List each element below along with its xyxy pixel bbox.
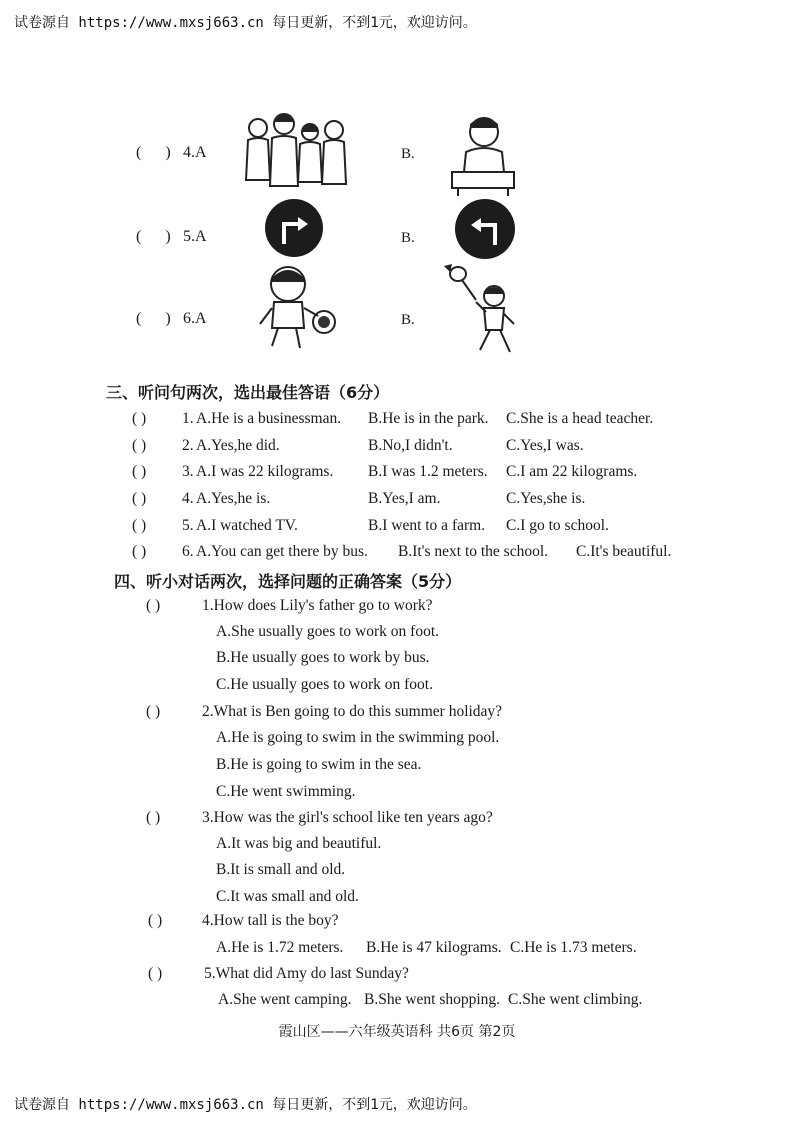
option-b: B.No,I didn't. [368, 437, 453, 454]
page-footer: 霞山区——六年级英语科 共6页 第2页 [278, 1024, 516, 1040]
question-text: 3.How was the girl's school like ten years ago? [202, 809, 493, 826]
option-a: A.She went camping. [218, 991, 352, 1008]
question-text: 4.How tall is the boy? [202, 912, 339, 929]
question-text: 5.What did Amy do last Sunday? [204, 965, 409, 982]
boy-with-ball-icon [256, 262, 340, 356]
answer-blank[interactable]: ( ) [146, 703, 161, 720]
option-c: C.It was small and old. [216, 888, 359, 905]
option-a: A.He is 1.72 meters. [216, 939, 344, 956]
turn-right-sign-icon [264, 198, 324, 258]
option-c: C.I go to school. [506, 517, 609, 534]
option-b: B.He is 47 kilograms. [366, 939, 502, 956]
option-c: C.He usually goes to work on foot. [216, 676, 433, 693]
question-text: 2.What is Ben going to do this summer holiday? [202, 703, 503, 720]
question-number: 5. [182, 517, 194, 534]
question-number: 6.A [183, 310, 207, 327]
option-a: A.I was 22 kilograms. [196, 463, 334, 480]
option-b-label: B. [401, 312, 415, 328]
option-b: B.He usually goes to work by bus. [216, 649, 430, 666]
answer-blank[interactable]: ( ) [146, 809, 161, 826]
picture-question-6 [0, 262, 794, 342]
option-b: B.I went to a farm. [368, 517, 486, 534]
option-b: B.She went shopping. [364, 991, 501, 1008]
question-number: 4. [182, 490, 194, 507]
answer-blank[interactable]: ( ) [148, 912, 163, 929]
answer-blank[interactable]: ( ) [146, 597, 161, 614]
option-b: B.Yes,I am. [368, 490, 441, 507]
answer-blank[interactable]: ( ) [136, 144, 171, 161]
option-c: C.Yes,I was. [506, 437, 584, 454]
question-number: 6. [182, 543, 194, 560]
picture-question-4 [0, 110, 794, 190]
option-a: A.He is a businessman. [196, 410, 342, 427]
question-number: 4.A [183, 144, 207, 161]
answer-blank[interactable]: ( ) [132, 543, 147, 560]
option-a: A.Yes,he is. [196, 490, 271, 507]
question-number: 2. [182, 437, 194, 454]
question-text: 1.How does Lily's father go to work? [202, 597, 433, 614]
source-banner-top[interactable]: 试卷源自 https://www.mxsj663.cn 每日更新，不到1元，欢迎访问。 [14, 15, 477, 31]
option-c: C.She is a head teacher. [506, 410, 654, 427]
option-b: B.He is going to swim in the sea. [216, 756, 422, 773]
option-b-label: B. [401, 146, 415, 162]
option-c: C.Yes,she is. [506, 490, 586, 507]
family-group-icon [236, 110, 354, 192]
option-a: A.She usually goes to work on foot. [216, 623, 440, 640]
answer-blank[interactable]: ( ) [132, 490, 147, 507]
option-c: C.I am 22 kilograms. [506, 463, 638, 480]
turn-left-sign-icon [454, 198, 516, 260]
option-c: C.He is 1.73 meters. [510, 939, 637, 956]
option-b: B.I was 1.2 meters. [368, 463, 488, 480]
option-a: A.He is going to swim in the swimming pool. [216, 729, 500, 746]
question-number: 3. [182, 463, 194, 480]
option-c: C.She went climbing. [508, 991, 643, 1008]
source-banner-bottom[interactable]: 试卷源自 https://www.mxsj663.cn 每日更新，不到1元，欢迎访问。 [14, 1097, 477, 1113]
option-c: C.He went swimming. [216, 783, 356, 800]
answer-blank[interactable]: ( ) [132, 410, 147, 427]
option-b: B.He is in the park. [368, 410, 489, 427]
boy-writing-at-desk-icon [448, 110, 518, 196]
option-c: C.It's beautiful. [576, 543, 672, 560]
question-number: 1. [182, 410, 194, 427]
option-a: A.Yes,he did. [196, 437, 280, 454]
answer-blank[interactable]: ( ) [136, 310, 171, 327]
option-a: A.It was big and beautiful. [216, 835, 382, 852]
answer-blank[interactable]: ( ) [132, 463, 147, 480]
answer-blank[interactable]: ( ) [132, 517, 147, 534]
option-a: A.You can get there by bus. [196, 543, 368, 560]
option-a: A.I watched TV. [196, 517, 298, 534]
answer-blank[interactable]: ( ) [132, 437, 147, 454]
option-b: B.It is small and old. [216, 861, 346, 878]
option-b-label: B. [401, 230, 415, 246]
section-3-title: 三、听问句两次，选出最佳答语（6分） [106, 383, 390, 402]
option-b: B.It's next to the school. [398, 543, 549, 560]
boy-playing-badminton-icon [440, 264, 520, 360]
section-4-title: 四、听小对话两次，选择问题的正确答案（5分） [114, 572, 462, 591]
answer-blank[interactable]: ( ) [136, 228, 171, 245]
question-number: 5.A [183, 228, 207, 245]
answer-blank[interactable]: ( ) [148, 965, 163, 982]
